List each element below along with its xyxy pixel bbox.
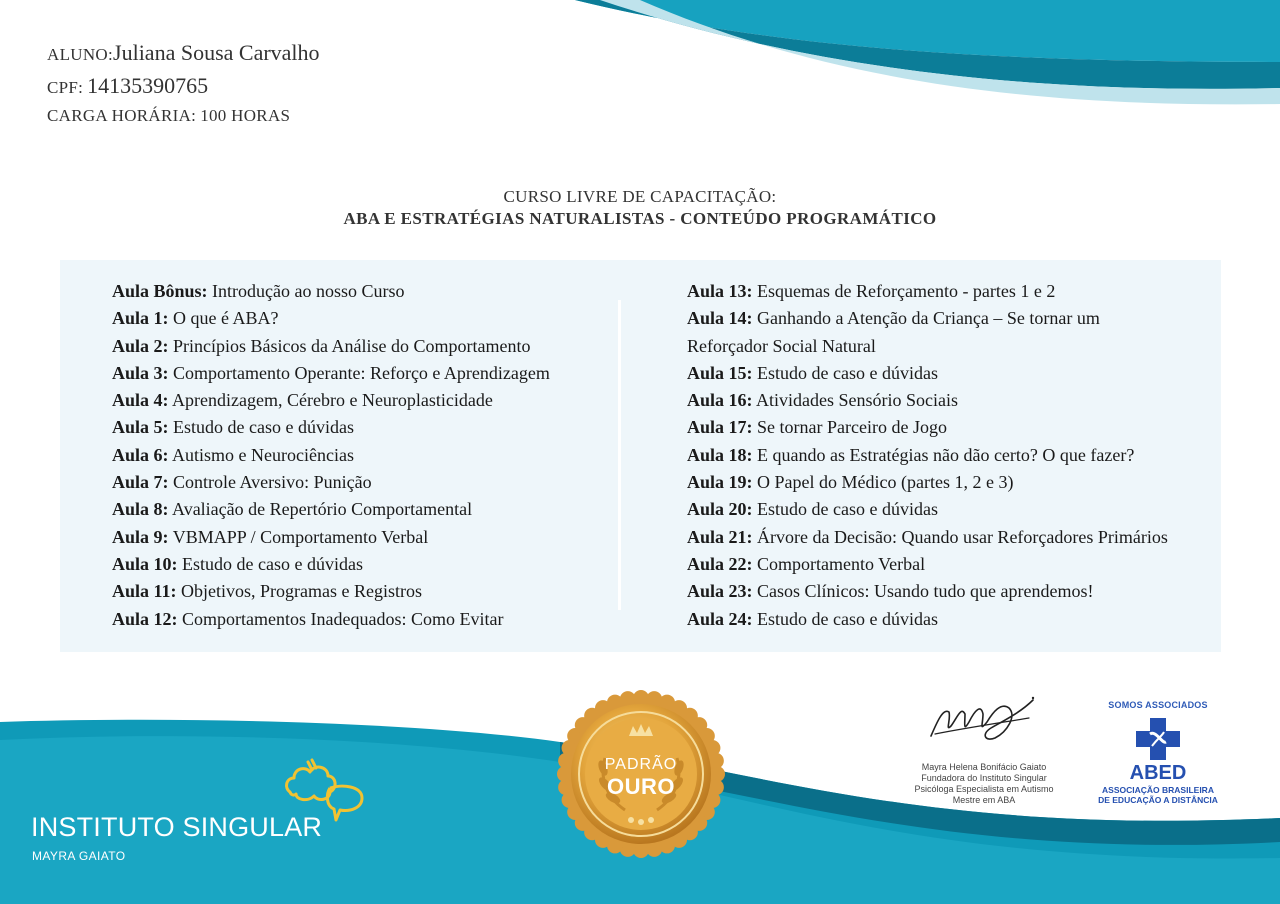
lesson-label: Aula 12: (112, 608, 178, 629)
student-name-row (47, 40, 320, 66)
lesson-label: Aula 21: (687, 526, 753, 547)
lesson-item (687, 496, 1168, 523)
hours-label: CARGA HORÁRIA: (47, 106, 197, 125)
lesson-title: Atividades Sensório Sociais (756, 390, 959, 411)
lesson-item (112, 551, 550, 578)
lesson-item (687, 278, 1168, 305)
lesson-title: Princípios Básicos da Análise do Comportamento (173, 335, 531, 356)
lesson-label: Aula 4: (112, 390, 169, 411)
course-title: ABA E ESTRATÉGIAS NATURALISTAS - CONTEÚDO PROGRAMÁTICO (343, 209, 937, 228)
student-cpf: 14135390765 (87, 73, 209, 98)
lessons-left-column (112, 278, 550, 633)
lesson-item (112, 469, 550, 496)
lesson-title: O que é ABA? (173, 308, 279, 329)
lesson-label: Aula 18: (687, 444, 753, 465)
lesson-title: Autismo e Neurociências (172, 444, 354, 465)
lesson-title: E quando as Estratégias não dão certo? O que fazer? (757, 444, 1135, 465)
lesson-label: Aula 11: (112, 581, 177, 602)
signer-name: Mayra Helena Bonifácio Gaiato (921, 762, 1047, 772)
student-cpf-label: CPF: (47, 78, 84, 97)
lesson-label: Aula 19: (687, 472, 753, 493)
lesson-label: Aula 15: (687, 362, 753, 383)
lesson-title: VBMAPP / Comportamento Verbal (172, 526, 429, 547)
lesson-label: Aula 13: (687, 281, 753, 301)
lesson-title: Estudo de caso e dúvidas (757, 362, 938, 383)
lesson-item (112, 305, 550, 332)
lesson-item (687, 414, 1168, 441)
lesson-item (112, 606, 550, 633)
abed-desc-line2: DE EDUCAÇÃO A DISTÂNCIA (1098, 795, 1218, 805)
lesson-item (687, 305, 1168, 332)
lesson-title: Se tornar Parceiro de Jogo (757, 417, 947, 438)
abed-associates-label: SOMOS ASSOCIADOS (1108, 700, 1208, 710)
lesson-item (687, 360, 1168, 387)
lesson-title: Estudo de caso e dúvidas (173, 417, 354, 438)
hours-value: 100 HORAS (200, 106, 291, 125)
lesson-label: Aula 16: (687, 390, 753, 411)
lesson-label: Aula 23: (687, 581, 753, 602)
lesson-title: Comportamento Verbal (757, 553, 926, 574)
lesson-title: Objetivos, Programas e Registros (181, 581, 422, 602)
lesson-label: Aula 10: (112, 553, 178, 574)
institute-subtitle: MAYRA GAIATO (32, 849, 126, 863)
lesson-item (687, 442, 1168, 469)
lesson-item (112, 496, 550, 523)
student-cpf-row (47, 73, 208, 99)
signer-specialty: Psicóloga Especialista em Autismo (914, 784, 1054, 794)
lesson-item (112, 442, 550, 469)
lesson-title: Controle Aversivo: Punição (173, 472, 372, 493)
lesson-label: Aula 3: (112, 362, 169, 383)
lesson-label: Aula 22: (687, 553, 753, 574)
lesson-label: Aula 24: (687, 608, 753, 629)
lesson-title: Reforçador Social Natural (687, 335, 876, 356)
lesson-item (687, 387, 1168, 414)
lesson-label: Aula Bônus: (112, 281, 208, 301)
seal-line1: PADRÃO (604, 756, 678, 773)
lesson-item (687, 551, 1168, 578)
lesson-title: Comportamentos Inadequados: Como Evitar (182, 608, 504, 629)
lesson-label: Aula 7: (112, 472, 169, 493)
lesson-item (112, 278, 550, 305)
signer-degree: Mestre em ABA (952, 795, 1016, 805)
lesson-label: Aula 9: (112, 526, 169, 547)
lesson-title: Árvore da Decisão: Quando usar Reforçadores Primários (757, 526, 1168, 547)
lesson-item (112, 524, 550, 551)
lesson-label: Aula 14: (687, 308, 753, 329)
lesson-item (112, 578, 550, 605)
lesson-item (687, 469, 1168, 496)
lesson-title: Estudo de caso e dúvidas (182, 553, 363, 574)
lesson-title: Comportamento Operante: Reforço e Aprendizagem (173, 362, 550, 383)
lesson-item (687, 524, 1168, 551)
lesson-label: Aula 2: (112, 335, 169, 356)
signer-role: Fundadora do Instituto Singular (921, 773, 1047, 783)
lesson-title: O Papel do Médico (partes 1, 2 e 3) (757, 472, 1014, 493)
lesson-label: Aula 5: (112, 417, 169, 438)
seal-line2: OURO (607, 774, 675, 799)
lesson-title: Esquemas de Reforçamento - partes 1 e 2 (757, 281, 1056, 301)
lesson-title: Estudo de caso e dúvidas (757, 499, 938, 520)
lesson-label: Aula 6: (112, 444, 169, 465)
student-hours-row (47, 106, 290, 126)
lesson-item (112, 387, 550, 414)
lesson-label: Aula 8: (112, 499, 169, 520)
course-subtitle: CURSO LIVRE DE CAPACITAÇÃO: (503, 187, 777, 206)
lesson-title: Avaliação de Repertório Comportamental (172, 499, 473, 520)
abed-name: ABED (1129, 762, 1187, 784)
student-name: Juliana Sousa Carvalho (113, 40, 320, 65)
lesson-item (687, 606, 1168, 633)
lesson-item (112, 333, 550, 360)
lesson-item (112, 414, 550, 441)
lesson-label: Aula 20: (687, 499, 753, 520)
lesson-item (112, 360, 550, 387)
lesson-item (687, 333, 1168, 360)
student-name-label: ALUNO: (47, 45, 114, 64)
column-divider (618, 300, 621, 610)
lesson-title: Ganhando a Atenção da Criança – Se tornar um (757, 308, 1100, 329)
lesson-label: Aula 17: (687, 417, 753, 438)
abed-logo-icon (1132, 714, 1184, 764)
lesson-title: Casos Clínicos: Usando tudo que aprendemos! (757, 581, 1094, 602)
lesson-title: Aprendizagem, Cérebro e Neuroplasticidade (172, 390, 493, 411)
lesson-title: Estudo de caso e dúvidas (757, 608, 938, 629)
lesson-item (687, 578, 1168, 605)
abed-desc-line1: ASSOCIAÇÃO BRASILEIRA (1102, 785, 1214, 795)
signature-icon (925, 692, 1040, 750)
lessons-right-column (687, 278, 1168, 633)
lesson-title: Introdução ao nosso Curso (212, 281, 405, 301)
institute-name: INSTITUTO SINGULAR (31, 812, 323, 842)
lesson-label: Aula 1: (112, 308, 169, 329)
